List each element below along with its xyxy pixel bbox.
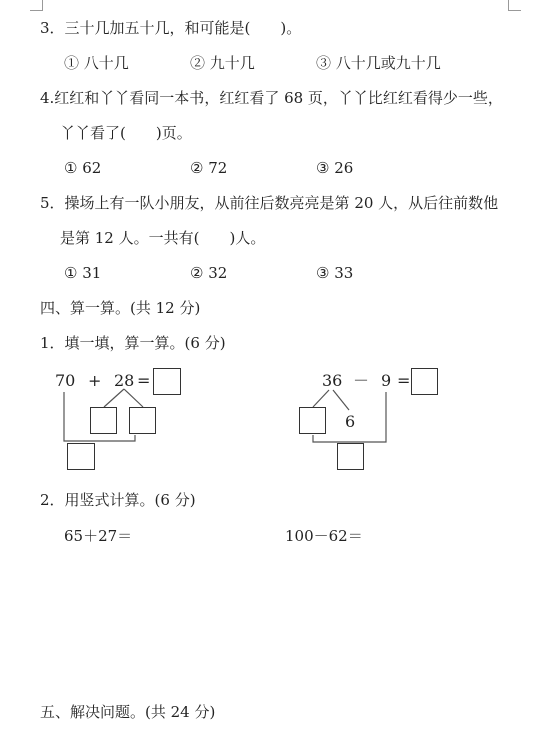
question-4-option-1: ① 62 <box>64 159 102 177</box>
right-split-part: 6 <box>345 412 356 431</box>
question-5-option-1: ① 31 <box>64 264 102 282</box>
left-equals-sign: = <box>137 371 151 390</box>
left-addend-1: 70 <box>55 371 76 390</box>
left-result-box[interactable] <box>153 368 181 395</box>
question-3-option-1: ① 八十几 <box>64 54 129 72</box>
right-result-box[interactable] <box>411 368 438 395</box>
vertical-calc-expression-2: 100－62＝ <box>285 527 363 545</box>
question-5-option-3: ③ 33 <box>316 264 354 282</box>
question-4-option-2: ② 72 <box>190 159 228 177</box>
left-intermediate-box[interactable] <box>67 443 95 470</box>
question-4-option-3: ③ 26 <box>316 159 354 177</box>
question-5-stem-line-1: 5．操场上有一队小朋友，从前往后数亮亮是第 20 人，从后往前数他 <box>40 194 499 212</box>
right-equals-sign: = <box>397 371 411 390</box>
question-4-stem-line-2: 丫丫看了( )页。 <box>60 124 192 142</box>
question-3-stem: 3．三十几加五十几，和可能是( )。 <box>40 19 302 37</box>
left-addend-2: 28 <box>114 371 135 390</box>
left-plus-sign: + <box>88 371 102 390</box>
question-4-stem-line-1: 4.红红和丫丫看同一本书，红红看了 68 页，丫丫比红红看得少一些， <box>40 89 503 107</box>
section-5-heading: 五、解决问题。(共 24 分) <box>40 703 216 721</box>
question-3-option-3: ③ 八十几或九十几 <box>316 54 441 72</box>
question-3-option-2: ② 九十几 <box>190 54 255 72</box>
page-corner-mark-right <box>508 0 521 11</box>
section-4-part-2-title: 2．用竖式计算。(6 分) <box>40 491 196 509</box>
left-split-box-1[interactable] <box>90 407 117 434</box>
question-5-option-2: ② 32 <box>190 264 228 282</box>
left-split-box-2[interactable] <box>129 407 156 434</box>
page-corner-mark-left <box>30 0 43 11</box>
right-subtrahend: 9 <box>381 371 392 390</box>
right-split-box[interactable] <box>299 407 326 434</box>
right-intermediate-box[interactable] <box>337 443 364 470</box>
section-4-heading: 四、算一算。(共 12 分) <box>40 299 201 317</box>
right-minus-sign: － <box>353 371 370 390</box>
question-5-stem-line-2: 是第 12 人。一共有( )人。 <box>60 229 266 247</box>
section-4-part-1-title: 1．填一填，算一算。(6 分) <box>40 334 226 352</box>
right-minuend: 36 <box>322 371 343 390</box>
vertical-calc-expression-1: 65＋27＝ <box>64 527 133 545</box>
